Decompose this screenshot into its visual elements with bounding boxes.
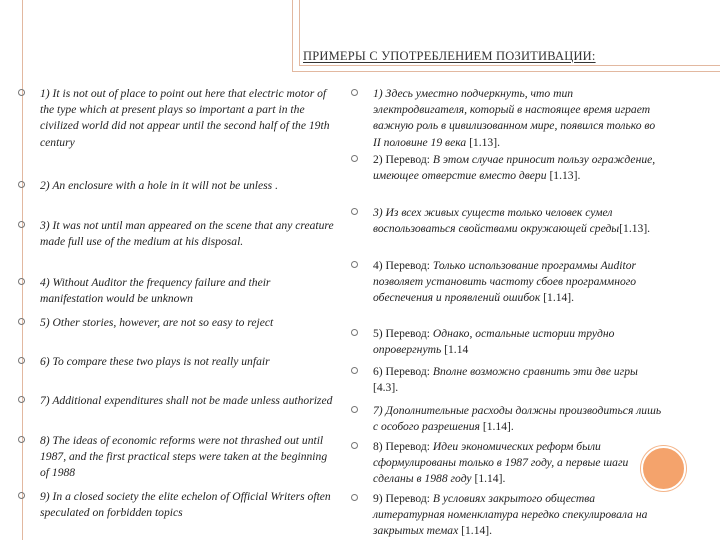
citation: [1.13]. (469, 135, 500, 149)
translation-text: Только использование программы Auditor позволяет установить частоту сбоев программного обеспечения и проявлений ошибок (373, 259, 637, 305)
translation-text: Идеи экономических реформ были сформулированы только в 1987 году, а первые шаги сделаны в 1988 году (373, 440, 629, 486)
english-example-8 (18, 433, 336, 482)
translation-text: Однако, остальные истории трудно опровергнуть (373, 327, 615, 357)
translation-text: Вполне возможно сравнить эти две игры (432, 365, 638, 378)
citation: [1.14]. (461, 524, 493, 538)
citation: [1.13]. (619, 222, 651, 236)
english-example-1 (18, 86, 336, 151)
russian-translation-8 (351, 439, 665, 488)
bullet-icon (351, 442, 358, 449)
russian-translation-5 (351, 326, 665, 358)
russian-translation-9 (351, 491, 665, 540)
english-example-text: 6) To compare these two plays is not really unfair (40, 355, 270, 368)
translation-text: 7) Дополнительные расходы должны производиться лишь с особого разрешения (373, 404, 662, 434)
english-example-9 (18, 489, 336, 521)
bullet-icon (18, 89, 25, 96)
translation-text: 1) Здесь уместно подчеркнуть, что тип электродвигателя, который в настоящее время играет важную роль в цивилизованном мире, появился только во II половине 19 века (373, 87, 656, 149)
english-example-text: 3) It was not until man appeared on the scene that any creature made full use of the medium at his disposal. (40, 219, 334, 249)
bullet-icon (351, 89, 358, 96)
english-example-text: 8) The ideas of economic reforms were not thrashed out until 1987, and the first practical steps were taken at the beginning of 1988 (40, 434, 328, 480)
citation: [1.13]. (549, 169, 581, 183)
bullet-icon (18, 357, 25, 364)
english-example-7 (18, 393, 336, 409)
russian-translation-6 (351, 364, 665, 396)
english-example-6 (18, 354, 336, 370)
bullet-icon (18, 492, 25, 499)
bullet-icon (18, 436, 25, 443)
russian-translation-7 (351, 403, 665, 435)
english-example-text: 5) Other stories, however, are not so easy to reject (40, 316, 274, 329)
translation-text: В условиях закрытого общества литературная номенклатура нередко спекулировала на закрытых темах (373, 492, 648, 538)
bullet-icon (18, 318, 25, 325)
bullet-icon (18, 396, 25, 403)
bullet-icon (351, 261, 358, 268)
russian-translation-2 (351, 152, 665, 184)
translation-prefix: 8) Перевод: (373, 440, 430, 453)
english-example-text: 4) Without Auditor the frequency failure and their manifestation would be unknown (40, 276, 271, 306)
bullet-icon (18, 278, 25, 285)
slide-title: ПРИМЕРЫ С УПОТРЕБЛЕНИЕМ ПОЗИТИВАЦИИ: (303, 49, 596, 63)
english-example-5 (18, 315, 336, 331)
russian-translation-1 (351, 86, 665, 151)
translation-prefix: 9) Перевод: (373, 492, 430, 505)
citation: [1.14]. (543, 291, 575, 305)
citation: [1.14 (444, 343, 469, 357)
bullet-icon (351, 494, 358, 501)
english-example-text: 2) An enclosure with a hole in it will not be unless . (40, 179, 278, 192)
translation-text: 3) Из всех живых существ только человек сумел воспользоваться свойствами окружающей среды (373, 206, 620, 236)
translation-text: В этом случае приносит пользу ограждение, имеющее отверстие вместо двери (373, 153, 656, 183)
bullet-icon (18, 221, 25, 228)
citation: [1.14]. (474, 472, 506, 486)
russian-translation-4 (351, 258, 665, 307)
bullet-icon (351, 208, 358, 215)
bullet-icon (351, 155, 358, 162)
bullet-icon (18, 181, 25, 188)
bullet-icon (351, 329, 358, 336)
translation-prefix: 4) Перевод: (373, 259, 430, 272)
translation-prefix: 6) Перевод: (373, 365, 430, 378)
russian-translation-3 (351, 205, 665, 237)
citation: [4.3]. (373, 381, 399, 395)
english-example-text: 7) Additional expenditures shall not be made unless authorized (40, 394, 333, 407)
english-example-text: 1) It is not out of place to point out here that electric motor of the type which at present plays so important a part in the civilized world did not appear until the second half of the 19th century (40, 87, 330, 149)
citation: [1.14]. (482, 420, 514, 434)
translation-prefix: 5) Перевод: (373, 327, 430, 340)
english-example-2 (18, 178, 336, 194)
bullet-icon (351, 367, 358, 374)
translation-prefix: 2) Перевод: (373, 153, 430, 166)
bullet-icon (351, 406, 358, 413)
english-example-3 (18, 218, 336, 250)
english-example-text: 9) In a closed society the elite echelon of Official Writers often speculated on forbidden topics (40, 490, 331, 520)
english-example-4 (18, 275, 336, 307)
